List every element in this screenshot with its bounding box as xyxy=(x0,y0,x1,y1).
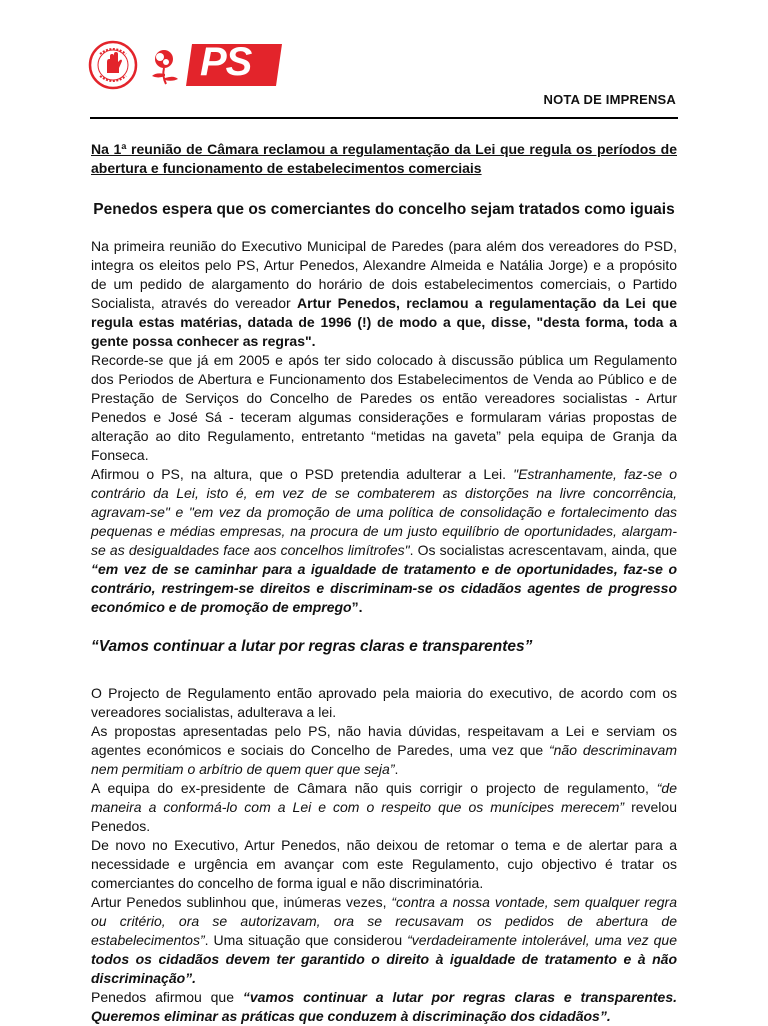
ps-logo-text: PS xyxy=(200,40,252,84)
paragraph-3: Afirmou o PS, na altura, que o PSD pretendia adulterar a Lei. "Estranhamente, faz-se o contrário da Lei, isto é, em vez de se combaterem as distorções na livre concorrência, agravam-se" e "em vez da promoção de uma política de consolidação e fortalecimento das pequenas e médias empresas, na procura de um justo equilíbrio de oportunidades, alargam-se as desigualdades face aos concelhos limítrofes". Os socialistas acrescentavam, ainda, que “em vez de se caminhar para a igualdade de tratamento e de oportunidades, faz-se o contrário, restringem-se direitos e discriminam-se os cidadãos agentes de progresso económico e de promoção de emprego”. xyxy=(91,466,677,615)
paragraph-6: A equipa do ex-presidente de Câmara não quis corrigir o projecto de regulamento, “de maneira a conformá-lo com a Lei e com o respeito que os munícipes merecem” revelou Penedos. xyxy=(91,780,677,834)
section-title: “Vamos continuar a lutar por regras claras e transparentes” xyxy=(91,638,533,655)
subtitle: Penedos espera que os comerciantes do concelho sejam tratados como iguais xyxy=(93,201,675,218)
paragraph-4: O Projecto de Regulamento então aprovado pela maioria do executivo, de acordo com os vereadores socialistas, adulterava a lei. xyxy=(91,685,677,720)
paragraph-5: As propostas apresentadas pelo PS, não havia dúvidas, respeitavam a Lei e serviam os agentes económicos e sociais do Concelho de Paredes, uma vez que “não descriminavam nem permitiam o arbítrio de quem quer que seja”. xyxy=(91,723,677,777)
paragraph-1: Na primeira reunião do Executivo Municipal de Paredes (para além dos vereadores do PSD, integra os eleitos pelo PS, Artur Penedos, Alexandre Almeida e Natália Jorge) e a propósito de um pedido de alargamento do horário de dois estabelecimentos comerciais, o Partido Socialista, através do vereador Artur Penedos, reclamou a regulamentação da Lei que regula estas matérias, datada de 1996 (!) de modo a que, disse, "desta forma, toda a gente possa conhecer as regras". xyxy=(91,238,677,349)
paragraph-7: De novo no Executivo, Artur Penedos, não deixou de retomar o tema e de alertar para a necessidade e urgência em avançar com este Regulamento, cujo objectivo é tratar os comerciantes do concelho de forma igual e não discriminatória. xyxy=(91,837,677,891)
document-body xyxy=(91,140,677,1026)
party-seal-logo xyxy=(88,40,138,90)
paragraph-9: Penedos afirmou que “vamos continuar a lutar por regras claras e transparentes. Queremos eliminar as práticas que conduzem à discriminação dos cidadãos”. xyxy=(91,989,677,1024)
header-divider xyxy=(90,117,678,119)
paragraph-2: Recorde-se que já em 2005 e após ter sido colocado à discussão pública um Regulamento dos Periodos de Abertura e Funcionamento dos Estabelecimentos de Venda ao Público e de Prestação de Serviços do Concelho de Paredes os então vereadores socialistas - Artur Penedos e José Sá - teceram algumas considerações e formularam várias propostas de alteração ao dito Regulamento, entretanto “metidas na gaveta” pela equipa de Granja da Fonseca. xyxy=(91,352,677,463)
paragraph-8: Artur Penedos sublinhou que, inúmeras vezes, “contra a nossa vontade, sem qualquer regra ou critério, ora se autorizavam, ora se recusavam os pedidos de abertura de estabelecimentos”. Uma situação que considerou “verdadeiramente intolerável, uma vez que todos os cidadãos devem ter garantido o direito à igualdade de tratamento e à não discriminação”. xyxy=(91,894,677,986)
headline: Na 1ª reunião de Câmara reclamou a regulamentação da Lei que regula os períodos de abertura e funcionamento de estabelecimentos comerciais xyxy=(91,141,677,176)
press-release-label: NOTA DE IMPRENSA xyxy=(543,92,676,107)
